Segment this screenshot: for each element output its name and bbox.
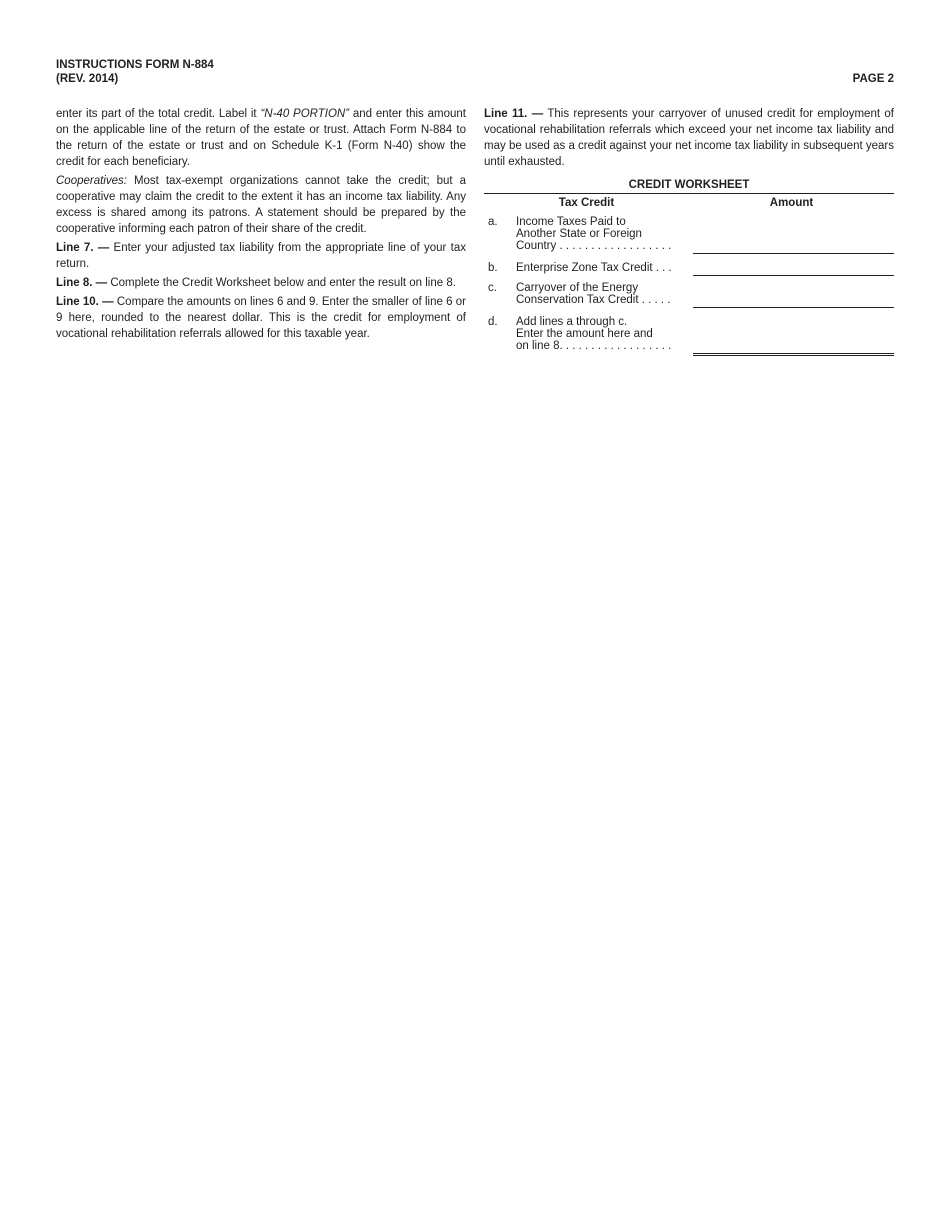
form-revision: (REV. 2014) [56,73,119,85]
line11-paragraph: Line 11. — This represents your carryover of unused credit for employment of vocational rehabilitation referrals which exceed your net income tax liability and may be used as a credit against your net income tax liability in subsequent years until exhausted. [484,108,894,168]
left-column [56,106,466,345]
amount-header: Amount [769,197,814,209]
row-description: Enterprise Zone Tax Credit . . . [516,262,672,274]
amount-field-b[interactable] [693,263,894,276]
estate-trust-paragraph: enter its part of the total credit. Label it “N-40 PORTION” and enter this amount on the applicable line of the return of the estate or trust. Attach Form N-884 to the return of the estate or trust and on Schedule K-1 (Form N-40) show the credit for each beneficiary. [56,108,466,168]
line10-paragraph: Line 10. — Compare the amounts on lines 6 and 9. Enter the smaller of line 6 or 9 here, rounded to the nearest dollar. This is the credit for employment of vocational rehabilitation referrals allowed for this taxable year. [56,296,466,340]
line7-paragraph: Line 7. — Enter your adjusted tax liability from the appropriate line of your tax return. [56,242,466,270]
row-letter: a. [488,216,498,228]
form-title: INSTRUCTIONS FORM N-884 [56,59,214,71]
worksheet-row-c [484,282,894,306]
cooperatives-label: Cooperatives: [56,175,127,187]
row-letter: b. [488,262,498,274]
line7-label: Line 7. — [56,242,110,254]
worksheet-row-a [484,216,894,252]
worksheet-row-b [484,262,894,274]
worksheet-title: CREDIT WORKSHEET [484,178,894,194]
tax-credit-header: Tax Credit [558,197,615,209]
row-letter: c. [488,282,497,294]
row-description: Add lines a through c. Enter the amount here and on line 8. . . . . . . . . . . . . . . . . . [516,316,672,352]
row-letter: d. [488,316,498,328]
line8-label: Line 8. — [56,277,108,289]
worksheet-row-d [484,316,894,352]
credit-worksheet [484,178,894,352]
line11-label: Line 11. — [484,108,544,120]
row-description: Carryover of the Energy Conservation Tax Credit . . . . . [516,282,671,306]
amount-field-d[interactable] [693,340,894,356]
worksheet-header [484,196,894,210]
right-column [484,106,894,352]
page-number: PAGE 2 [852,73,894,85]
form-header [56,58,214,86]
amount-field-c[interactable] [693,295,894,308]
row-description: Income Taxes Paid to Another State or Foreign Country . . . . . . . . . . . . . . . . . . [516,216,672,252]
cooperatives-paragraph: Cooperatives: Most tax-exempt organizations cannot take the credit; but a cooperative may claim the credit to the extent it has an income tax liability. Any excess is shared among its patrons. A statement should be prepared by the cooperative informing each patron of their share of the credit. [56,175,466,235]
line8-paragraph: Line 8. — Complete the Credit Worksheet below and enter the result on line 8. [56,277,456,289]
line10-label: Line 10. — [56,296,114,308]
amount-field-a[interactable] [693,241,894,254]
